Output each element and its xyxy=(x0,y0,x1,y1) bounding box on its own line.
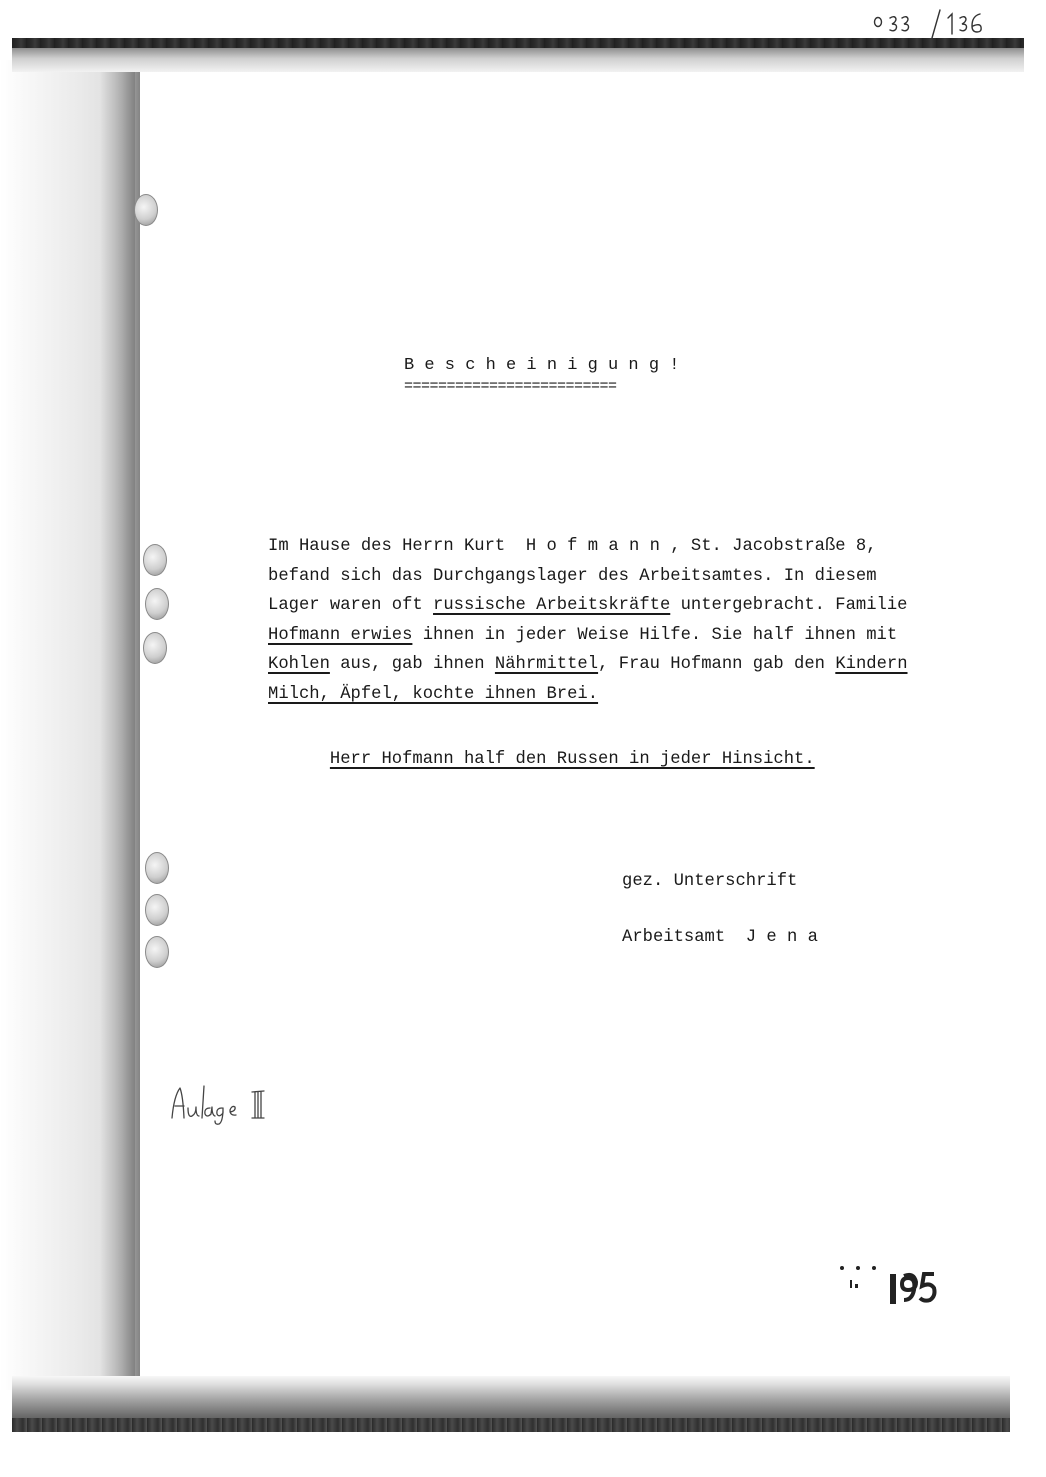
underlined-phrase: russische Arbeitskräfte xyxy=(433,596,671,615)
punch-hole xyxy=(145,588,169,620)
underlined-phrase: Kindern xyxy=(835,655,908,674)
punch-hole xyxy=(145,894,169,926)
stamped-page-number xyxy=(838,1262,943,1308)
title-double-rule: ========================= xyxy=(404,378,617,395)
text-segment: , Frau Hofmann gab den xyxy=(598,655,836,674)
text-line xyxy=(268,562,1008,592)
signature-line: gez. Unterschrift xyxy=(622,872,798,891)
underlined-phrase: Hofmann erwies xyxy=(268,625,413,645)
text-segment: untergebracht. Familie xyxy=(670,596,908,615)
text-segment: aus, gab ihnen xyxy=(329,655,495,674)
issuer-line: Arbeitsamt J e n a xyxy=(622,928,818,947)
punch-hole xyxy=(143,632,167,664)
punch-hole xyxy=(134,194,158,226)
text-segment: Im Hause des Herrn Kurt H o f m a n n , St. Jacobstraße 8, xyxy=(268,537,877,556)
paragraph-closing xyxy=(268,715,1008,804)
document-title: B e s c h e i n i g u n g ! xyxy=(404,356,680,375)
punch-hole xyxy=(143,544,167,576)
text-line xyxy=(268,621,1008,651)
punch-hole xyxy=(145,852,169,884)
certificate-body xyxy=(268,532,1008,804)
text-segment: ihnen in jeder Weise Hilfe. Sie half ihnen mit xyxy=(412,625,898,645)
text-segment: Lager waren oft xyxy=(268,596,434,615)
handwritten-annotation xyxy=(168,1082,283,1130)
corner-ref-handwriting xyxy=(872,8,987,40)
underlined-phrase: Nährmittel xyxy=(494,655,599,674)
paragraph-main xyxy=(268,532,1008,709)
text-segment: befand sich das Durchgangslager des Arbeitsamtes. In diesem xyxy=(268,566,877,586)
text-line xyxy=(268,532,1008,562)
scan-left-edge xyxy=(100,60,140,1390)
underlined-phrase: Kohlen xyxy=(268,655,330,674)
punch-hole xyxy=(145,936,169,968)
text-line xyxy=(268,650,1008,680)
scan-bottom-strip xyxy=(12,1418,1010,1432)
closing-sentence: Herr Hofmann half den Russen in jeder Hinsicht. xyxy=(329,749,815,769)
text-line xyxy=(268,680,1008,710)
text-line xyxy=(268,591,1008,621)
underlined-phrase: Milch, Äpfel, kochte ihnen Brei. xyxy=(268,684,599,704)
